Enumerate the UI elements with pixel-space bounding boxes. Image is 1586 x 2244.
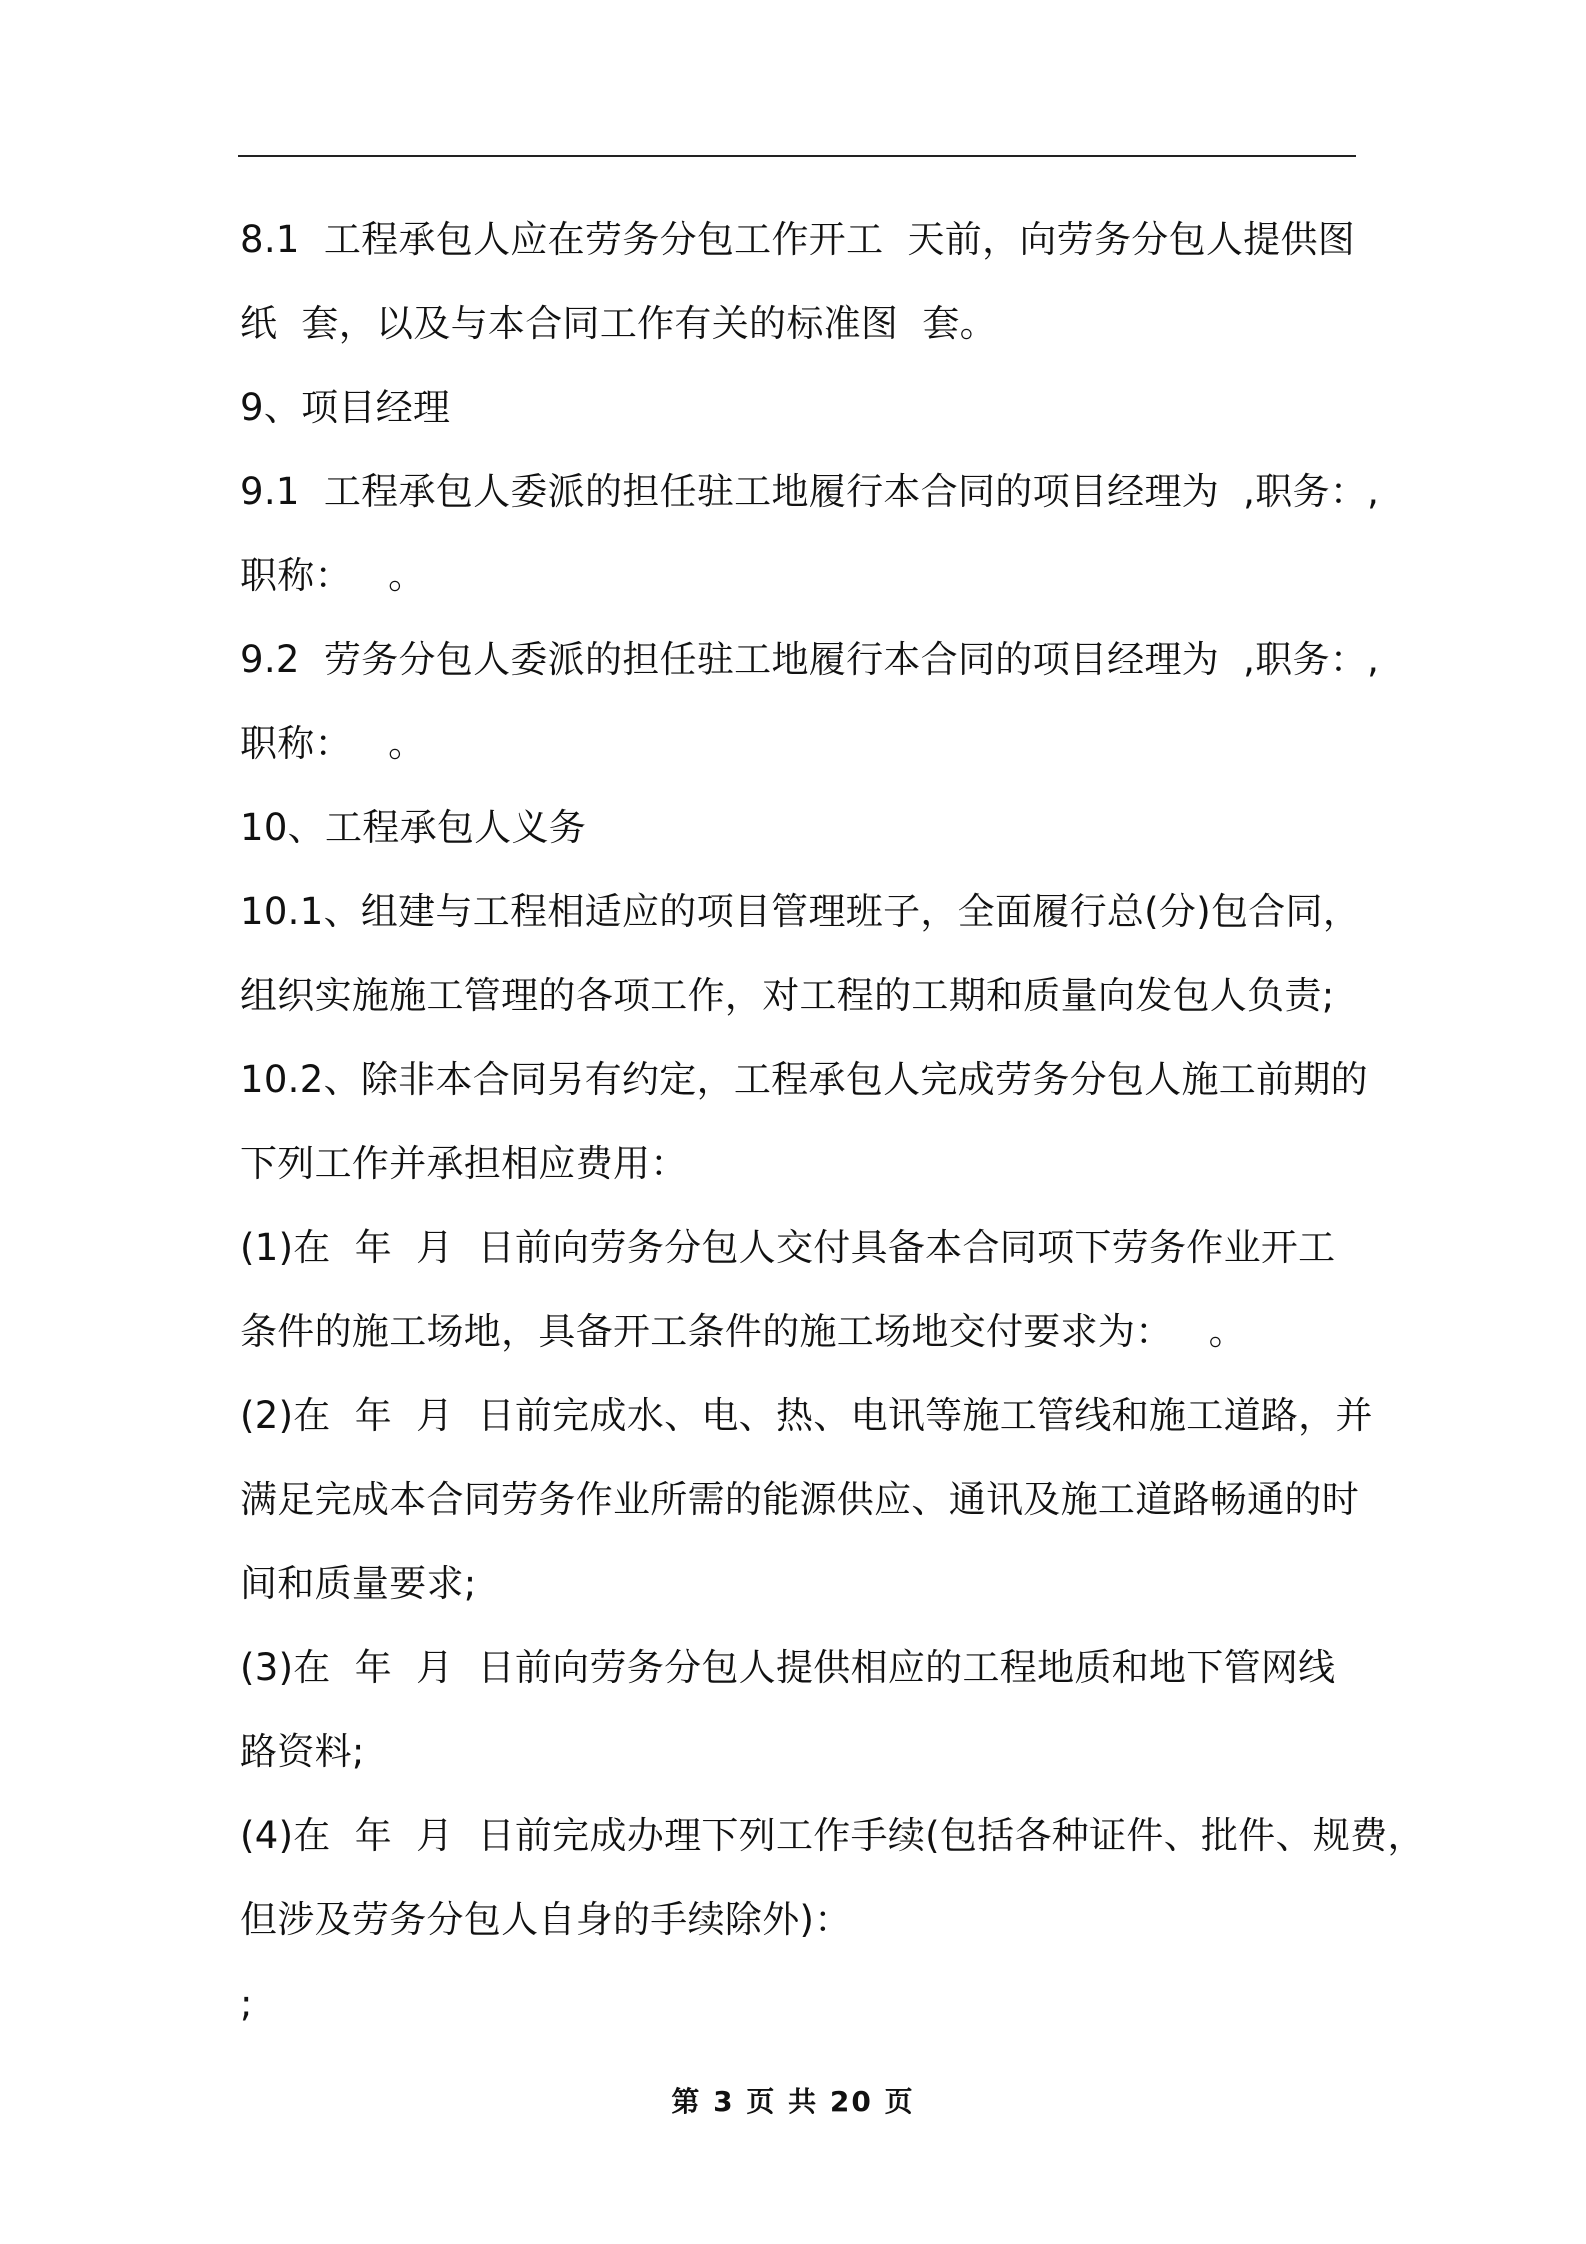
text-line: 路资料; <box>240 1730 365 1773</box>
text-line: (3)在 年 月 日前向劳务分包人提供相应的工程地质和地下管网线 <box>240 1646 1336 1689</box>
text-line: 职称： 。 <box>240 554 426 597</box>
text-line: (2)在 年 月 日前完成水、电、热、电讯等施工管线和施工道路，并 <box>240 1394 1373 1437</box>
text-line: 间和质量要求; <box>240 1562 477 1605</box>
text-line: 10.2、除非本合同另有约定，工程承包人完成劳务分包人施工前期的 <box>240 1058 1368 1101</box>
text-line: ; <box>240 1982 253 2025</box>
text-line: 9.2 劳务分包人委派的担任驻工地履行本合同的项目经理为 ,职务：, <box>240 638 1380 681</box>
document-body <box>240 198 1425 2046</box>
text-line: 10.1、组建与工程相适应的项目管理班子，全面履行总(分)包合同， <box>240 890 1361 933</box>
text-line: 下列工作并承担相应费用： <box>240 1142 688 1185</box>
text-line: 纸 套，以及与本合同工作有关的标准图 套。 <box>240 302 997 345</box>
text-line: 组织实施施工管理的各项工作，对工程的工期和质量向发包人负责; <box>240 974 1335 1017</box>
text-line: 满足完成本合同劳务作业所需的能源供应、通讯及施工道路畅通的时 <box>240 1478 1359 1521</box>
text-line: 条件的施工场地，具备开工条件的施工场地交付要求为： 。 <box>240 1310 1246 1353</box>
section-heading: 9、项目经理 <box>240 386 451 429</box>
text-line: (4)在 年 月 日前完成办理下列工作手续(包括各种证件、批件、规费， <box>240 1814 1425 1857</box>
section-heading: 10、工程承包人义务 <box>240 806 587 849</box>
text-line: 但涉及劳务分包人自身的手续除外)： <box>240 1898 852 1941</box>
text-line: 9.1 工程承包人委派的担任驻工地履行本合同的项目经理为 ,职务：, <box>240 470 1380 513</box>
text-line: (1)在 年 月 日前向劳务分包人交付具备本合同项下劳务作业开工 <box>240 1226 1336 1269</box>
text-line: 职称： 。 <box>240 722 426 765</box>
header-divider <box>238 155 1356 157</box>
page-number: 第 3 页 共 20 页 <box>671 2085 915 2118</box>
text-line: 8.1 工程承包人应在劳务分包工作开工 天前，向劳务分包人提供图 <box>240 218 1356 261</box>
